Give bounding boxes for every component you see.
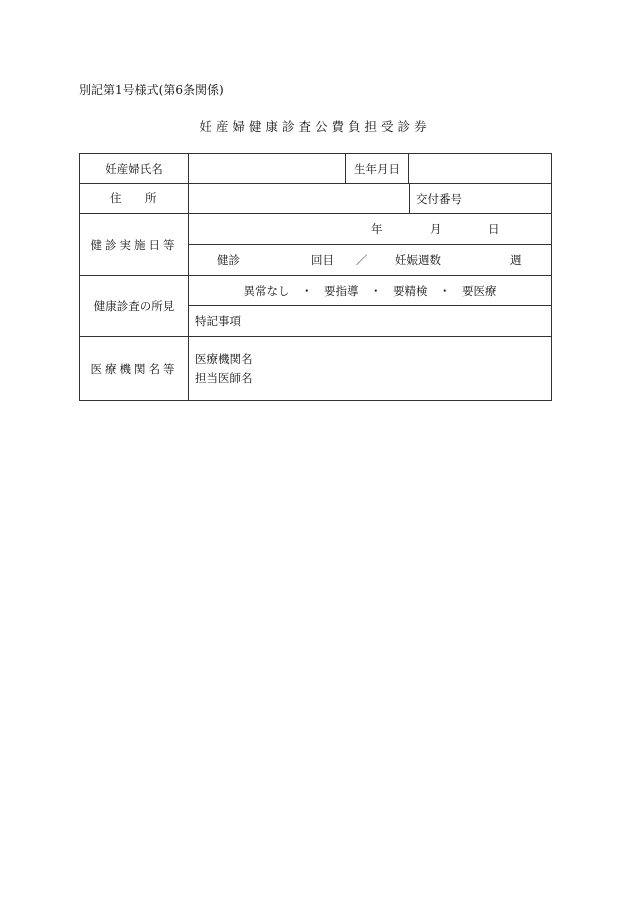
address-number-divider [409,183,410,213]
institution-label: 医療機関名等 [90,361,178,376]
form-reference: 別記第1号様式(第6条関係) [79,83,224,97]
exam-date-label: 健診実施日等 [90,237,178,252]
row-divider-2a [188,244,552,245]
date-day-label: 日 [488,222,500,236]
name-label: 妊産婦氏名 [105,161,163,176]
institution-name-label: 医療機関名 [195,352,253,366]
dob-field[interactable] [409,154,551,183]
row-divider-3a [188,305,552,306]
voucher-table [79,153,552,401]
table-border-right [551,153,552,401]
address-label-char-2: 所 [145,191,157,205]
exam-count-unit: 回目 [311,253,334,267]
week-unit: 週 [510,253,522,267]
doctor-name-label: 担当医師名 [195,371,253,385]
dob-label: 生年月日 [354,161,400,176]
address-field[interactable] [189,184,409,213]
date-year-label: 年 [371,222,383,236]
findings-options[interactable]: 異常なし ・ 要指導 ・ 要精検 ・ 要医療 [243,283,497,298]
name-field[interactable] [189,154,345,183]
findings-label: 健康診査の所見 [93,299,175,313]
exam-prefix: 健診 [217,253,240,267]
date-month-label: 月 [430,222,442,236]
table-border-bottom [79,400,552,401]
document-title: 妊産婦健康診査公費負担受診券 [199,119,431,134]
issue-number-label: 交付番号 [416,191,462,206]
special-notes-label: 特記事項 [195,314,241,328]
slash-separator: ／ [356,253,368,267]
address-label-char-1: 住 [110,191,122,205]
pregnancy-weeks-label: 妊娠週数 [395,253,441,267]
